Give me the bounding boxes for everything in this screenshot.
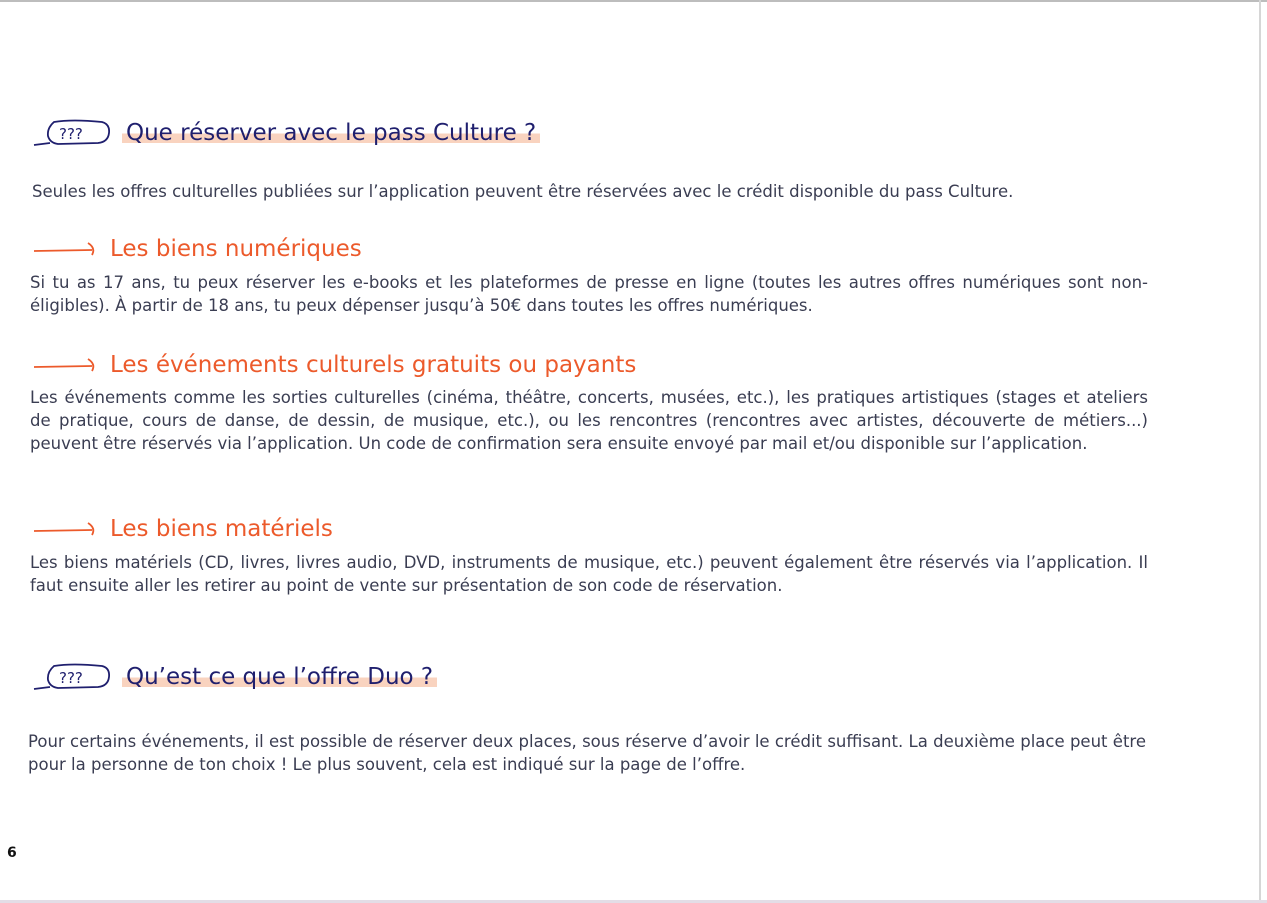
right-arrow-icon: [32, 521, 102, 537]
page-number: 6: [7, 845, 17, 861]
cultural-events-paragraph: Les événements comme les sorties culturelles (cinéma, théâtre, concerts, musées, etc.), les pratiques artistiques (stages et ateliers de pratique, cours de danse, de dessin, de musique, etc.), ou les rencontres (rencontres avec artistes, découverte de métiers...) peuvent être réservés via l’application. Un code de confirmation sera ensuite envoyé par mail et/ou disponible sur l’application.: [30, 388, 1148, 453]
right-arrow-icon: [32, 357, 102, 373]
duo-offer-paragraph: Pour certains événements, il est possible de réserver deux places, sous réserve d’avoir le crédit suffisant. La deuxième place peut être pour la personne de ton choix ! Le plus souvent, cela est indiqué sur la page de l’offre.: [28, 732, 1146, 774]
page-title: Que réserver avec le pass Culture ?: [122, 120, 540, 146]
section-heading-duo-offer: [32, 662, 437, 692]
svg-text:???: ???: [59, 125, 83, 143]
physical-goods-paragraph: Les biens matériels (CD, livres, livres audio, DVD, instruments de musique, etc.) peuvent également être réservés via l’application. Il faut ensuite aller les retirer au point de vente sur présentation de son code de réservation.: [30, 553, 1148, 595]
right-arrow-icon: [32, 241, 102, 257]
section-heading-pass-culture: [32, 118, 540, 148]
subheading-digital-goods: Les biens numériques: [32, 236, 362, 262]
question-bubble-icon: [32, 662, 110, 692]
intro-paragraph: Seules les offres culturelles publiées sur l’application peuvent être réservées avec le crédit disponible du pass Culture.: [32, 182, 1014, 201]
subheading-cultural-events: Les événements culturels gratuits ou payants: [32, 352, 636, 378]
question-bubble-icon: [32, 118, 110, 148]
subheading-physical-goods: Les biens matériels: [32, 516, 333, 542]
svg-text:???: ???: [59, 669, 83, 687]
duo-section-title: Qu’est ce que l’offre Duo ?: [122, 664, 437, 690]
digital-goods-paragraph: Si tu as 17 ans, tu peux réserver les e-books et les plateformes de presse en ligne (toutes les autres offres numériques sont non-éligibles). À partir de 18 ans, tu peux dépenser jusqu’à 50€ dans toutes les offres numériques.: [30, 273, 1148, 315]
